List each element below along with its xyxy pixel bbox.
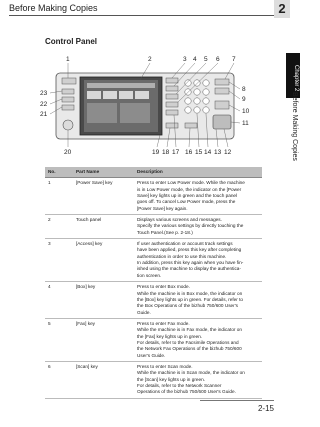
description-line: Press to enter Low Power mode. While the machine xyxy=(137,180,245,186)
description-line: User's Guide. xyxy=(137,352,166,358)
row-number: 3 xyxy=(45,239,73,282)
description-line: Press to enter Scan mode. xyxy=(137,363,193,369)
callout-3: 3 xyxy=(183,56,187,63)
header-description: Description xyxy=(134,167,262,178)
footer-rule xyxy=(200,400,274,401)
callout-11: 11 xyxy=(242,120,249,127)
description-line: Guide. xyxy=(137,309,151,315)
description-line: For details, refer to the Facsimile Operations and xyxy=(137,339,239,345)
callout-23: 23 xyxy=(40,90,48,97)
table-row xyxy=(45,282,262,319)
description-line: goes off. To cancel Low Power mode, press the xyxy=(137,199,236,205)
stop-key xyxy=(215,101,229,109)
reset-key xyxy=(215,79,229,85)
copy-key xyxy=(166,110,178,115)
description-line: Touch Panel.(See p. 2-18.) xyxy=(137,229,193,235)
row-part-name: [Fax] key xyxy=(73,318,134,361)
chapter-side-tab-label: Chapter 2 xyxy=(293,64,299,92)
callout-1: 1 xyxy=(66,56,70,63)
table-row xyxy=(45,178,262,215)
row-description xyxy=(134,282,262,319)
left-key-3 xyxy=(62,97,74,102)
left-key-4 xyxy=(62,105,74,110)
description-line: For details, refer to the Network Scanner xyxy=(137,382,222,388)
callout-12: 12 xyxy=(224,149,232,156)
table-row xyxy=(45,215,262,239)
power-save-key xyxy=(62,78,76,84)
description-line: Save] key lights up in green and the touch panel xyxy=(137,193,238,199)
header-no: No. xyxy=(45,167,73,178)
callout-2: 2 xyxy=(148,56,152,63)
callout-21: 21 xyxy=(40,111,48,118)
callout-20: 20 xyxy=(64,149,72,156)
table-header-row xyxy=(45,167,262,178)
description-line: ished using the machine to display the authentica- xyxy=(137,266,241,272)
callout-10: 10 xyxy=(242,108,250,115)
callout-9: 9 xyxy=(242,96,246,103)
callout-14: 14 xyxy=(204,149,212,156)
bottom-key-2 xyxy=(185,123,197,128)
row-number: 2 xyxy=(45,215,73,239)
description-line: the Network Fax Operations of the bizhub 750/600 xyxy=(137,346,242,352)
description-line: Displays various screens and messages. xyxy=(137,217,222,223)
row-number: 5 xyxy=(45,318,73,361)
header-rule xyxy=(9,15,274,16)
control-panel-figure xyxy=(40,53,255,156)
row-part-name: [Access] key xyxy=(73,239,134,282)
description-line: While the machine is in Scan mode, the indicator on xyxy=(137,370,245,376)
row-part-name: [Power Save] key xyxy=(73,178,134,215)
parts-table xyxy=(45,167,262,399)
row-description xyxy=(134,178,262,215)
callout-19: 19 xyxy=(152,149,160,156)
description-line: While the machine is in Fax mode, the indicator on xyxy=(137,327,242,333)
callout-8: 8 xyxy=(242,86,246,93)
row-description xyxy=(134,215,262,239)
row-part-name: [Scan] key xyxy=(73,361,134,398)
callout-4: 4 xyxy=(193,56,197,63)
table-row xyxy=(45,361,262,398)
description-line: In addition, press this key again when you have fin- xyxy=(137,260,244,266)
description-line: If user authentication or account track settings xyxy=(137,241,233,247)
running-header-title: Before Making Copies xyxy=(9,3,98,13)
page-number: 2-15 xyxy=(257,404,274,413)
chapter-number: 2 xyxy=(274,0,290,18)
callout-13: 13 xyxy=(214,149,222,156)
callout-6: 6 xyxy=(216,56,220,63)
table-row xyxy=(45,239,262,282)
box-key xyxy=(166,86,178,91)
row-number: 1 xyxy=(45,178,73,215)
callout-22: 22 xyxy=(40,101,48,108)
side-section-label: Before Making Copies xyxy=(291,92,298,161)
callout-18: 18 xyxy=(162,149,170,156)
description-line: tion screen. xyxy=(137,272,162,278)
row-description xyxy=(134,318,262,361)
description-line: have been applied, press this key after completing xyxy=(137,247,242,253)
description-line: the [Scan] key lights up in green. xyxy=(137,376,206,382)
row-part-name: Touch panel xyxy=(73,215,134,239)
description-line: While the machine is in Box mode, the indicator on xyxy=(137,290,243,296)
row-part-name: [Box] key xyxy=(73,282,134,319)
description-line: the [Box] key lights up in green. For details, refer to xyxy=(137,296,244,302)
callout-16: 16 xyxy=(185,149,193,156)
row-number: 6 xyxy=(45,361,73,398)
description-line: [Power Save] key again. xyxy=(137,205,188,211)
fax-key xyxy=(166,94,178,99)
callout-5: 5 xyxy=(204,56,208,63)
section-title: Control Panel xyxy=(45,37,98,46)
interrupt-key xyxy=(215,88,229,94)
description-line: authentication in order to use this machine. xyxy=(137,253,227,259)
description-line: the [Fax] key lights up in green. xyxy=(137,333,203,339)
start-key xyxy=(213,115,231,129)
callout-15: 15 xyxy=(195,149,203,156)
callout-7: 7 xyxy=(232,56,236,63)
scan-key xyxy=(166,102,178,107)
row-number: 4 xyxy=(45,282,73,319)
header-part-name: Part Name xyxy=(73,167,134,178)
left-key-2 xyxy=(62,89,74,94)
bottom-key-1 xyxy=(166,123,178,128)
description-line: Press to enter Fax mode. xyxy=(137,320,190,326)
access-key xyxy=(166,78,178,83)
description-line: is in Low Power mode, the indicator on the [Power xyxy=(137,186,242,192)
description-line: the Box Operations of the bizhub 750/600 User's xyxy=(137,303,238,309)
description-line: Press to enter Box mode. xyxy=(137,284,190,290)
description-line: Operations of the bizhub 750/600 User's Guide. xyxy=(137,389,236,395)
main-power-indicator xyxy=(63,120,73,130)
row-description xyxy=(134,361,262,398)
description-line: Specify the various settings by directly touching the xyxy=(137,223,244,229)
callout-17: 17 xyxy=(172,149,180,156)
table-row xyxy=(45,318,262,361)
row-description xyxy=(134,239,262,282)
parts-table-body xyxy=(45,178,262,398)
